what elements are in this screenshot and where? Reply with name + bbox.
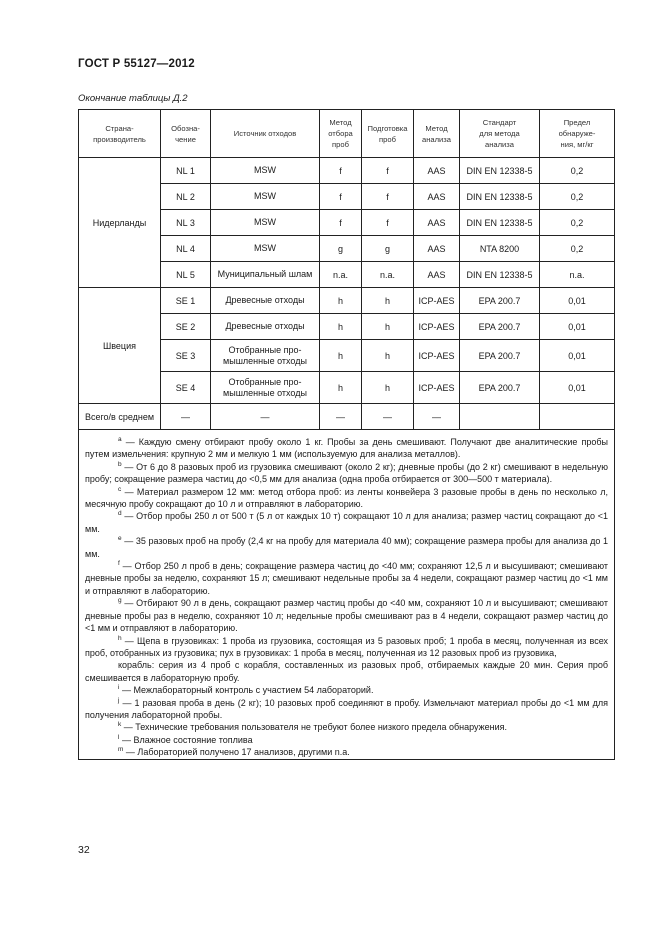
- table-cell: [460, 404, 540, 430]
- footnote: [85, 486, 608, 511]
- footnote: [85, 734, 608, 746]
- country-cell: Швеция: [79, 288, 161, 404]
- table-cell-source: MSW: [211, 158, 320, 184]
- footnote: [85, 659, 608, 684]
- table-cell: —: [211, 404, 320, 430]
- table-cell-sampling: h: [320, 340, 362, 372]
- table-cell-prep: g: [362, 236, 414, 262]
- table-cell-prep: n.a.: [362, 262, 414, 288]
- table-cell-source: Отобранные про- мышленные отходы: [211, 340, 320, 372]
- table-cell-source: Отобранные про- мышленные отходы: [211, 372, 320, 404]
- column-header: Источник отходов: [211, 110, 320, 158]
- table-cell-source: Муниципальный шлам: [211, 262, 320, 288]
- footnote-text: — Лабораторией получено 17 анализов, другими n.a.: [123, 747, 350, 758]
- table-cell-standard: NTA 8200: [460, 236, 540, 262]
- footnote: [85, 684, 608, 696]
- footnote-text: — 1 разовая проба в день (2 кг); 10 разовых проб соединяют в пробу. Измельчают материал пробы до <1 мм для получения лабораторной пробы.: [85, 697, 608, 720]
- country-cell: Нидерланды: [79, 158, 161, 288]
- footnote-marker: i: [118, 684, 120, 692]
- footnote-marker: j: [118, 696, 120, 704]
- table-cell-method: AAS: [414, 210, 460, 236]
- footnote-text: корабль: серия из 4 проб с корабля, составленных из разовых проб, отбираемых каждые 20 мин. Серия проб смешивается в лабораторную пробу.: [85, 660, 608, 683]
- table-cell: [540, 404, 615, 430]
- table-cell-source: MSW: [211, 236, 320, 262]
- table-cell-sampling: h: [320, 314, 362, 340]
- table-cell-standard: DIN EN 12338-5: [460, 210, 540, 236]
- footnote: [85, 510, 608, 535]
- table-cell-sampling: h: [320, 288, 362, 314]
- footnote-text: — Каждую смену отбирают пробу около 1 кг. Пробы за день смешивают. Получают две аналитические пробы путем измельчения: крупную 2 мм и мелкую 1 мм (используемую для анализа металлов).: [85, 437, 608, 460]
- table-cell-standard: EPA 200.7: [460, 288, 540, 314]
- table-cell-standard: EPA 200.7: [460, 340, 540, 372]
- table-cell-code: SE 3: [161, 340, 211, 372]
- page-number: 32: [78, 844, 90, 856]
- footnote-text: — Материал размером 12 мм: метод отбора проб: из ленты конвейера 3 разовые пробы в день по несколько л, месячную пробу сокращают до 10 л и отправляют в лабораторию.: [85, 486, 608, 510]
- table-cell-prep: h: [362, 288, 414, 314]
- column-header: Подготовка проб: [362, 110, 414, 158]
- table-cell-limit: 0,01: [540, 288, 615, 314]
- notes-row: [79, 430, 615, 760]
- footnote-marker: h: [118, 634, 122, 642]
- table-cell-method: ICP-AES: [414, 314, 460, 340]
- table-row: [79, 158, 615, 184]
- table-cell-limit: 0,2: [540, 210, 615, 236]
- footnote-text: — Технические требования пользователя не требуют более низкого предела обнаружения.: [121, 722, 508, 733]
- table-cell-sampling: n.a.: [320, 262, 362, 288]
- table-cell-method: ICP-AES: [414, 372, 460, 404]
- table-cell-sampling: g: [320, 236, 362, 262]
- table-cell-code: SE 1: [161, 288, 211, 314]
- total-label: Всего/в среднем: [79, 404, 161, 430]
- table-cell-limit: 0,01: [540, 372, 615, 404]
- table-cell-prep: f: [362, 184, 414, 210]
- footnote: [85, 436, 608, 461]
- footnote-text: — Влажное состояние топлива: [119, 734, 253, 745]
- table-cell-prep: h: [362, 340, 414, 372]
- footnote-text: — Отбирают 90 л в день, сокращают размер частиц пробы до <40 мм, сохраняют 10 л и высушивают; смешивают дневные пробы раз в неделю, сохраняют 10 л; недельные пробы смешивают раз в 4 недели, сокращают размер частиц до <1 мм и отправляют в лабораторию.: [85, 598, 608, 634]
- table-cell-source: MSW: [211, 184, 320, 210]
- table-cell-code: NL 5: [161, 262, 211, 288]
- table-cell-code: NL 1: [161, 158, 211, 184]
- footnote-text: — 35 разовых проб на пробу (2,4 кг на пробу для материала 40 мм); сокращение размера пробы для анализа до 1 мм.: [85, 536, 608, 559]
- footnote-text: — Отбор пробы 250 л от 500 т (5 л от каждых 10 т) сокращают 10 л для анализа; размер частиц сокращают до <1 мм.: [85, 511, 608, 534]
- footnote: [85, 560, 608, 597]
- table-cell-limit: 0,2: [540, 184, 615, 210]
- total-row: [79, 404, 615, 430]
- table-cell-limit: 0,2: [540, 158, 615, 184]
- table-cell-source: MSW: [211, 210, 320, 236]
- footnote-marker: a: [118, 436, 122, 443]
- table-cell-sampling: h: [320, 372, 362, 404]
- table-cell-limit: 0,2: [540, 236, 615, 262]
- footnote-marker: l: [118, 733, 120, 741]
- table-cell-limit: n.a.: [540, 262, 615, 288]
- footnote: [85, 746, 608, 758]
- footnote-marker: g: [118, 597, 122, 605]
- table-cell: —: [362, 404, 414, 430]
- table-cell-source: Древесные отходы: [211, 314, 320, 340]
- footnote: [85, 721, 608, 733]
- table-cell-method: AAS: [414, 184, 460, 210]
- table-row: [79, 288, 615, 314]
- table-cell-code: SE 4: [161, 372, 211, 404]
- table-cell-prep: h: [362, 314, 414, 340]
- table-cell-sampling: f: [320, 158, 362, 184]
- footnote-marker: k: [118, 721, 122, 729]
- table-cell-standard: EPA 200.7: [460, 314, 540, 340]
- table-cell-method: ICP-AES: [414, 288, 460, 314]
- table-cell-standard: DIN EN 12338-5: [460, 262, 540, 288]
- column-header: Обозна- чение: [161, 110, 211, 158]
- table-cell-method: ICP-AES: [414, 340, 460, 372]
- footnote-marker: b: [118, 460, 122, 468]
- table-cell-sampling: f: [320, 210, 362, 236]
- footnote-text: — Отбор 250 л проб в день; сокращение размера частиц до <40 мм; сохраняют 12,5 л и высушивают; смешивают дневные пробы за неделю, сохраняют 15 л; смешивают недельные пробы за 4 недели, сокращают размер частиц до <1 мм и отправляют в лабораторию.: [85, 561, 608, 596]
- footnote-marker: f: [118, 560, 120, 568]
- table-cell-method: AAS: [414, 236, 460, 262]
- table-cell-prep: f: [362, 158, 414, 184]
- column-header: Страна- производитель: [79, 110, 161, 158]
- footnote: [85, 635, 608, 660]
- footnote-text: — От 6 до 8 разовых проб из грузовика смешивают (около 2 кг); дневные пробы (до 2 кг) смешивают в недельную пробу; сокращение размера частиц до <0,5 мм для анализа (одна проба отбирается от 300—500 т материала).: [85, 461, 608, 485]
- table-cell: —: [161, 404, 211, 430]
- column-header: Стандарт для метода анализа: [460, 110, 540, 158]
- table-cell-standard: DIN EN 12338-5: [460, 158, 540, 184]
- footnote-text: — Межлабораторный контроль с участием 54 лабораторий.: [119, 685, 374, 696]
- column-header: Метод анализа: [414, 110, 460, 158]
- footnote: [85, 461, 608, 486]
- table-cell: —: [414, 404, 460, 430]
- table-cell-prep: h: [362, 372, 414, 404]
- table-cell-standard: EPA 200.7: [460, 372, 540, 404]
- table-cell-source: Древесные отходы: [211, 288, 320, 314]
- footnote-marker: m: [118, 746, 124, 754]
- data-table: [78, 109, 615, 760]
- footnote: [85, 597, 608, 634]
- table-caption: Окончание таблицы Д.2: [78, 93, 188, 104]
- table-header-row: [79, 110, 615, 158]
- table-cell-code: NL 4: [161, 236, 211, 262]
- table-cell-prep: f: [362, 210, 414, 236]
- table-cell-code: SE 2: [161, 314, 211, 340]
- footnote: [85, 535, 608, 560]
- footnote-marker: e: [118, 535, 122, 543]
- table-cell-method: AAS: [414, 158, 460, 184]
- footnote-marker: d: [118, 510, 122, 518]
- column-header: Метод отбора проб: [320, 110, 362, 158]
- footnote-text: — Щепа в грузовиках: 1 проба из грузовика, состоящая из 5 разовых проб; 1 проба в месяц, полученная из всех проб, отобранных из грузовика; пух в грузовиках: 1 проба в месяц, полученная из 12 разовых проб из грузовика,: [85, 635, 608, 658]
- table-cell-limit: 0,01: [540, 340, 615, 372]
- footnote-marker: c: [118, 485, 122, 493]
- table-cell: —: [320, 404, 362, 430]
- table-cell-standard: DIN EN 12338-5: [460, 184, 540, 210]
- table-cell-code: NL 3: [161, 210, 211, 236]
- table-cell-method: AAS: [414, 262, 460, 288]
- column-header: Предел обнаруже- ния, мг/кг: [540, 110, 615, 158]
- footnote: [85, 697, 608, 722]
- table-cell-code: NL 2: [161, 184, 211, 210]
- table-cell-sampling: f: [320, 184, 362, 210]
- document-header: ГОСТ Р 55127—2012: [78, 58, 195, 70]
- footnotes: [79, 430, 615, 760]
- table-cell-limit: 0,01: [540, 314, 615, 340]
